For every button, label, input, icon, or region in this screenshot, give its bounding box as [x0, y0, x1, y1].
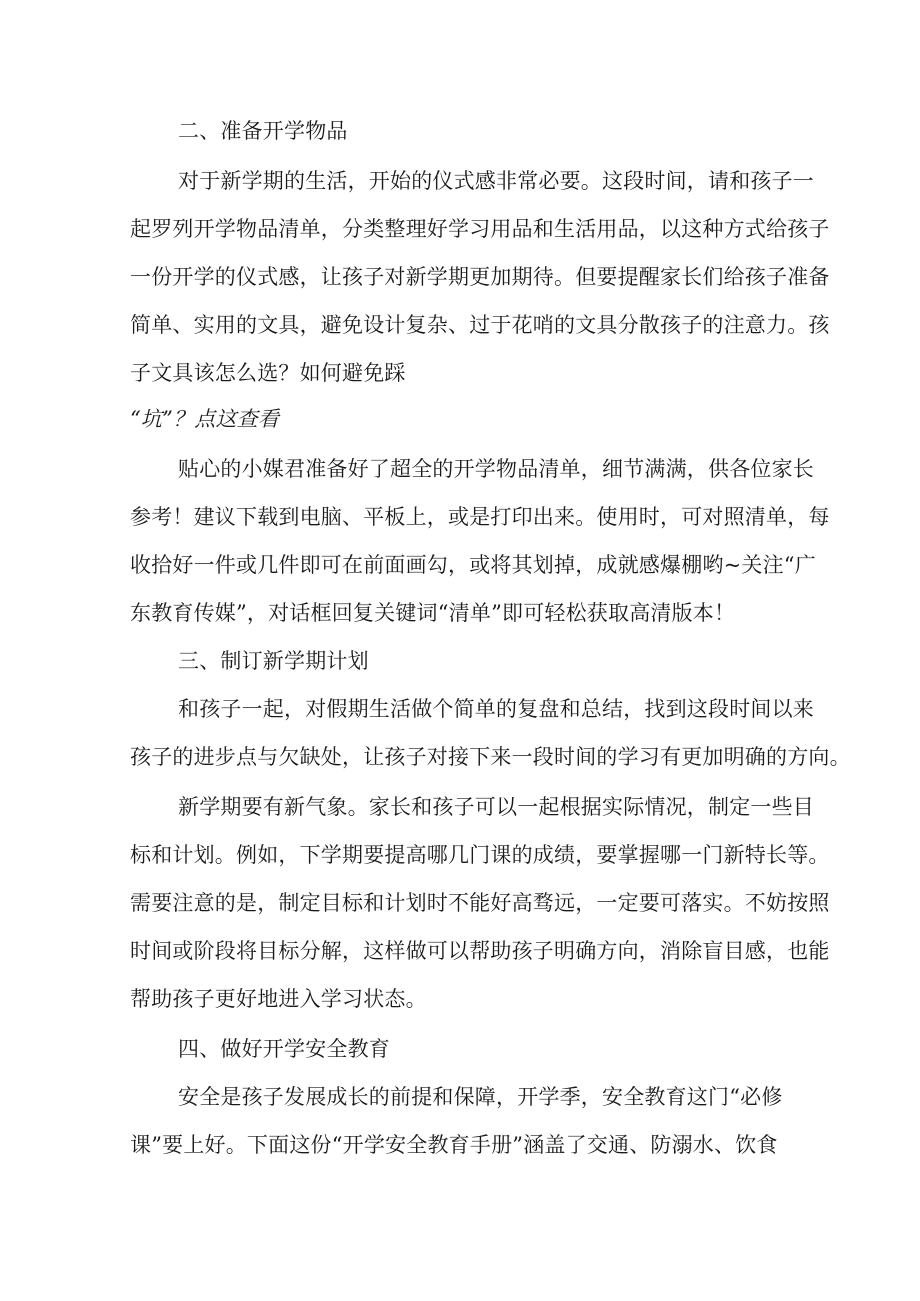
paragraph-line: 对于新学期的生活，开始的仪式感非常必要。这段时间，请和孩子一 [178, 169, 814, 193]
paragraph-line: 孩子的进步点与欠缺处，让孩子对接下来一段时间的学习有更加明确的方向。 [130, 745, 851, 769]
paragraph-line: 东教育传媒”，对话框回复关键词“清单”即可轻松获取高清版本！ [130, 601, 736, 625]
section-heading-2: 二、准备开学物品 [178, 119, 348, 143]
paragraph-line: 简单、实用的文具，避免设计复杂、过于花哨的文具分散孩子的注意力。孩 [130, 313, 830, 337]
paragraph-line: 一份开学的仪式感，让孩子对新学期更加期待。但要提醒家长们给孩子准备 [130, 265, 830, 289]
paragraph-line: 起罗列开学物品清单，分类整理好学习用品和生活用品，以这种方式给孩子 [130, 217, 830, 241]
link-text-line: “坑”？点这查看 [130, 407, 280, 431]
paragraph-line: 新学期要有新气象。家长和孩子可以一起根据实际情况，制定一些目 [178, 795, 814, 819]
paragraph-line: 安全是孩子发展成长的前提和保障，开学季，安全教育这门“必修 [178, 1085, 783, 1109]
paragraph-line: 贴心的小媒君准备好了超全的开学物品清单，细节满满，供各位家长 [178, 457, 814, 481]
paragraph-line: 时间或阶段将目标分解，这样做可以帮助孩子明确方向，消除盲目感，也能 [130, 939, 830, 963]
paragraph-line: 收拾好一件或几件即可在前面画勾，或将其划掉，成就感爆棚哟~关注“广 [130, 553, 816, 577]
section-heading-3: 三、制订新学期计划 [178, 649, 369, 673]
paragraph-line: 帮助孩子更好地进入学习状态。 [130, 987, 427, 1011]
paragraph-line: 子文具该怎么选？如何避免踩 [130, 361, 406, 385]
paragraph-line: 需要注意的是，制定目标和计划时不能好高骛远，一定要可落实。不妨按照 [130, 891, 830, 915]
paragraph-line: 和孩子一起，对假期生活做个简单的复盘和总结，找到这段时间以来 [178, 697, 814, 721]
paragraph-line: 标和计划。例如，下学期要提高哪几门课的成绩，要掌握哪一门新特长等。 [130, 843, 830, 867]
paragraph-line: 参考！建议下载到电脑、平板上，或是打印出来。使用时，可对照清单，每 [130, 505, 830, 529]
section-heading-4: 四、做好开学安全教育 [178, 1037, 390, 1061]
paragraph-line: 课”要上好。下面这份“开学安全教育手册”涵盖了交通、防溺水、饮食 [130, 1133, 778, 1157]
